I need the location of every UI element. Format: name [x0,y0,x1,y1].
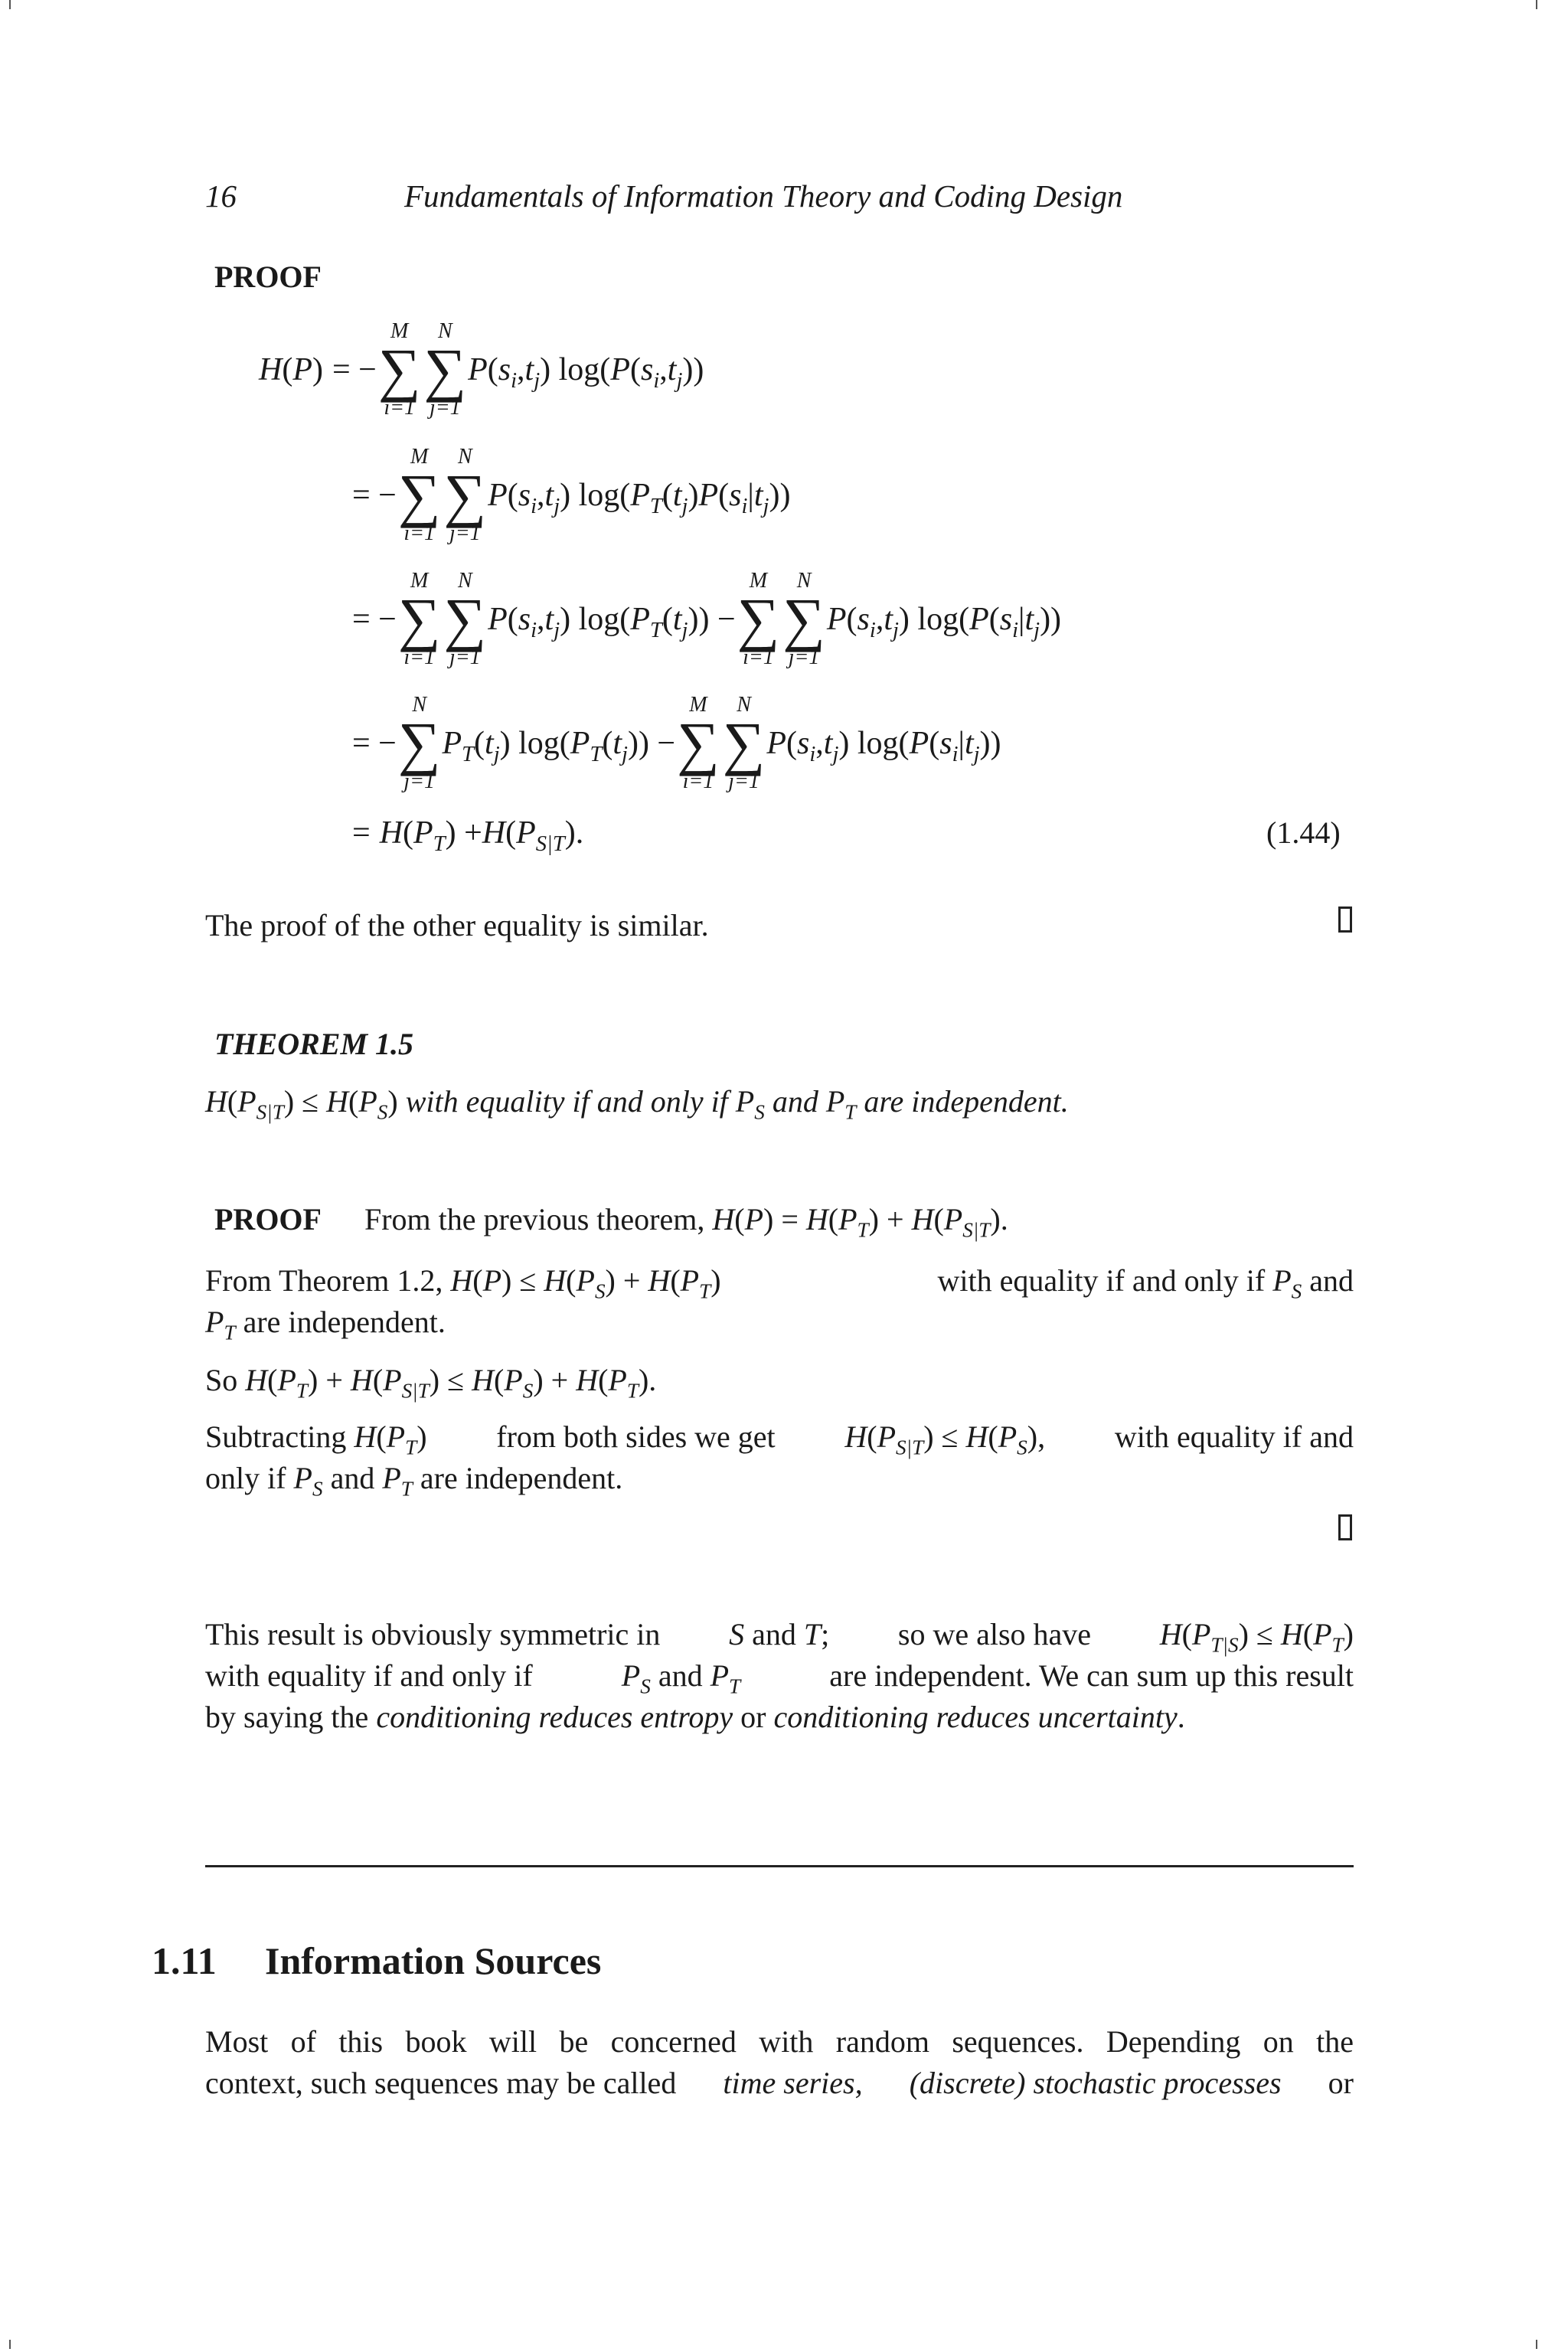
crop-mark [1536,2340,1537,2349]
section-number: 1.11 [152,1939,217,1982]
sum-symbol: N ∑ j=1 [397,693,441,793]
equation-line-5: = H ( $P_T$ ) + H ( $P_{S|T}$ ). [352,815,584,856]
proof2-line-1: PROOF From the previous theorem, $H(P) = H(P_T) + H(P_{S|T})$. [214,1202,1008,1242]
equation-line-1: H ( P ) = − M ∑ i=1 N ∑ j=1 P ( $s_i$ , $t_j$ ) log( P ( $s_i$ , $t_j$ )) [259,319,704,420]
page-number: 16 [205,178,237,214]
sum-symbol: N ∑ j=1 [443,445,487,545]
section-divider [205,1865,1354,1867]
qed-symbol [1338,1514,1352,1540]
theorem-label: THEOREM 1.5 [214,1027,414,1061]
qed-symbol [1338,906,1352,933]
sum-symbol: M ∑ i=1 [377,319,421,420]
crop-mark [9,0,11,9]
proof-label: PROOF [214,1202,322,1236]
equation-line-3: = − M ∑ i=1 N ∑ j=1 P ( $s_i$ , $t_j$ ) log( $P_T$ ( $t_j$ )) − M ∑ i=1 N ∑ j=1 P ( $s_i$ , $t_j$ ) log( P ( $s_i$ | $t_j$ )) [352,569,1062,669]
equation-line-4: = − N ∑ j=1 $P_T$ ( $t_j$ ) log( $P_T$ ( $t_j$ )) − M ∑ i=1 N ∑ j=1 P ( $s_i$ , $t_j$ ) log( P ( $s_i$ | $t_j$ )) [352,693,1001,793]
crop-mark [1536,0,1537,9]
sum-symbol: N ∑ j=1 [423,319,467,420]
sum-symbol: N ∑ j=1 [782,569,825,669]
proof2-paragraph-3: So $H(P_T) + H(P_{S|T}) \le H(P_S) + H(P_T)$. [205,1363,657,1403]
proof-closing-text: The proof of the other equality is similar. [205,908,709,942]
sum-symbol: M ∑ i=1 [397,569,441,669]
symmetry-paragraph: This result is obviously symmetric in S and T; so we also have $H(P_{T|S}) \le H(P_T)$ with equality if and only if $P_S$ and $P_T$ are independent. We can sum up this result by saying the conditioning reduces entropy or conditioning reduces uncertainty. [205,1617,1354,1734]
proof2-paragraph-2: From Theorem 1.2, $H(P) \le H(P_S) + H(P_T)$ with equality if and only if $P_S$ and $P_T$ are independent. [205,1263,1354,1344]
sum-symbol: N ∑ j=1 [443,569,487,669]
crop-mark [9,2340,11,2349]
section-paragraph: Most of this book will be concerned with random sequences. Depending on the context, such sequences may be called time series, (discrete) stochastic processes or [205,2024,1354,2100]
section-title: Information Sources [265,1939,602,1982]
proof-label: PROOF [214,260,322,294]
running-title: Fundamentals of Information Theory and Coding Design [404,178,1123,214]
theorem-statement: $H(P_{S|T}) \le H(P_S)$ with equality if and only if $P_S$ and $P_T$ are independent. [205,1084,1069,1124]
sum-symbol: M ∑ i=1 [397,445,441,545]
equation-line-2: = − M ∑ i=1 N ∑ j=1 P ( $s_i$ , $t_j$ ) log( $P_T$ ( $t_j$ ) P ( $s_i$ | $t_j$ )) [352,445,791,545]
sum-symbol: N ∑ j=1 [722,693,766,793]
proof2-paragraph-4: Subtracting $H(P_T)$ from both sides we get $H(P_{S|T}) \le H(P_S)$, with equality if and only if $P_S$ and $P_T$ are independent. [205,1419,1354,1501]
sum-symbol: M ∑ i=1 [677,693,720,793]
sum-symbol: M ∑ i=1 [737,569,780,669]
equation-number: (1.44) [1266,815,1341,850]
